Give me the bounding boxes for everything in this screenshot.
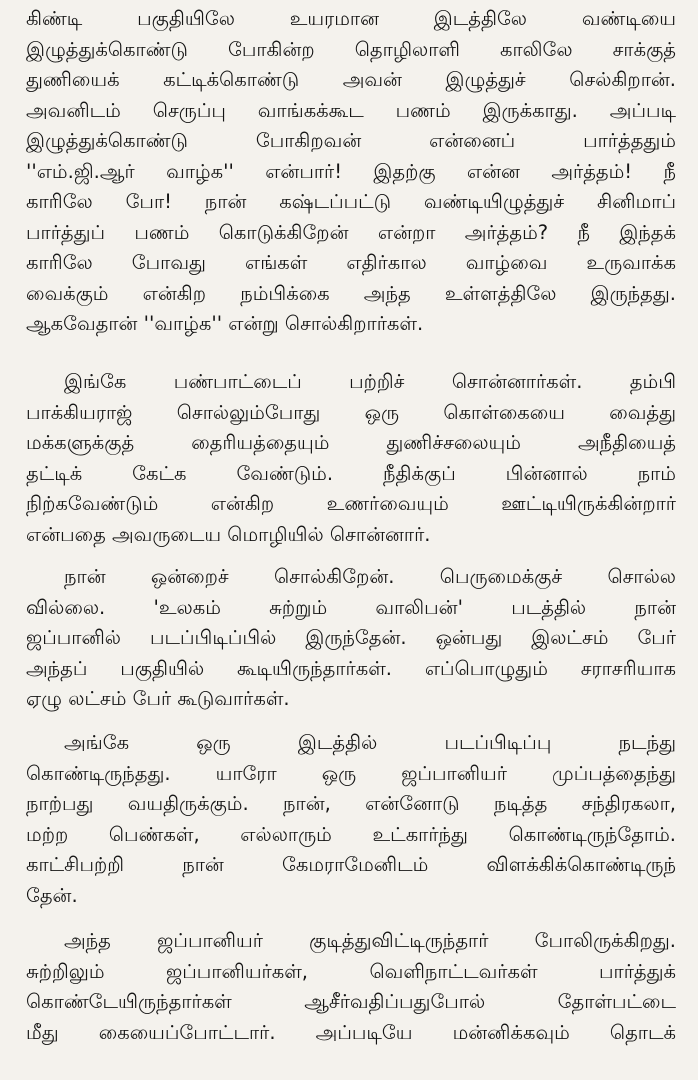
paragraph-3 xyxy=(26,562,676,715)
text-line: ஜப்பானில் படப்பிடிப்பில் இருந்தேன். ஒன்பது இலட்சம் பேர் xyxy=(26,626,676,649)
text-line: வைக்கும் என்கிற நம்பிக்கை அந்த உள்ளத்திலே இருந்தது. xyxy=(26,281,676,305)
text-line: பாக்கியராஜ் சொல்லும்போது ஒரு கொள்கையை வைத்து xyxy=(26,400,676,424)
text-line: காரிலே போ! நான் கஷ்டப்பட்டு வண்டியிழுத்துச் சினிமாப் xyxy=(26,190,676,213)
text-line: காரிலே போவது எங்கள் எதிர்கால வாழ்வை உருவாக்க xyxy=(26,251,676,274)
text-line: அங்கே ஒரு இடத்தில் படப்பிடிப்பு நடந்து xyxy=(64,731,676,754)
text-line: ''எம்.ஜி.ஆர் வாழ்க'' என்பார்! இதற்கு என்ன அர்த்தம்! நீ xyxy=(26,159,676,183)
text-line: இழுத்துக்கொண்டு போகின்ற தொழிலாளி காலிலே சாக்குத் xyxy=(26,37,676,61)
text-line: துணியைக் கட்டிக்கொண்டு அவன் இழுத்துச் செல்கிறான். xyxy=(26,68,676,91)
text-line: கிண்டி பகுதியிலே உயரமான இடத்திலே வண்டியை xyxy=(26,7,676,30)
text-line: வில்லை. 'உலகம் சுற்றும் வாலிபன்' படத்தில் நான் xyxy=(26,595,676,619)
paragraph-4 xyxy=(26,728,676,911)
paragraph-5 xyxy=(26,926,676,1048)
text-line: சுற்றிலும் ஜப்பானியர்கள், வெளிநாட்டவர்கள் பார்த்துக் xyxy=(26,959,676,983)
text-line: மீது கையைப்போட்டார். அப்படியே மன்னிக்கவும் தொடக் xyxy=(26,1020,676,1044)
text-line: நான் ஒன்றைச் சொல்கிறேன். பெருமைக்குச் சொல்ல xyxy=(64,565,676,588)
text-line: அந்தப் பகுதியில் கூடியிருந்தார்கள். எப்பொழுதும் சராசரியாக xyxy=(26,656,676,680)
text-line: ஏழு லட்சம் பேர் கூடுவார்கள். xyxy=(26,687,290,710)
text-line: பார்த்துப் பணம் கொடுக்கிறேன் என்றா அர்த்தம்? நீ இந்தக் xyxy=(26,220,676,244)
text-line: அவனிடம் செருப்பு வாங்கக்கூட பணம் இருக்காது. அப்படி xyxy=(26,98,676,122)
paragraph-2 xyxy=(26,367,676,550)
text-line: மற்ற பெண்கள், எல்லாரும் உட்கார்ந்து கொண்டிருந்தோம். xyxy=(26,822,676,846)
text-line: காட்சிபற்றி நான் கேமராமேனிடம் விளக்கிக்கொண்டிருந் xyxy=(26,853,676,876)
text-line: நாற்பது வயதிருக்கும். நான், என்னோடு நடித்த சந்திரகலா, xyxy=(26,792,676,815)
text-line: இழுத்துக்கொண்டு போகிறவன் என்னைப் பார்த்ததும் xyxy=(26,129,676,152)
text-line: அந்த ஜப்பானியர் குடித்துவிட்டிருந்தார் போலிருக்கிறது. xyxy=(64,929,676,952)
text-line: மக்களுக்குத் தைரியத்தையும் துணிச்சலையும் அநீதியைத் xyxy=(26,431,676,454)
text-line: நிற்கவேண்டும் என்கிற உணர்வையும் ஊட்டியிருக்கின்றார் xyxy=(26,492,676,515)
text-line: என்பதை அவருடைய மொழியில் சொன்னார். xyxy=(26,522,431,546)
text-line: ஆகவேதான் ''வாழ்க'' என்று சொல்கிறார்கள். xyxy=(26,312,424,335)
text-line: தட்டிக் கேட்க வேண்டும். நீதிக்குப் பின்னால் நாம் xyxy=(26,461,676,485)
text-line: கொண்டேயிருந்தார்கள் ஆசீர்வதிப்பதுபோல் தோள்பட்டை xyxy=(26,990,676,1013)
text-line: கொண்டிருந்தது. யாரோ ஒரு ஜப்பானியர் முப்பத்தைந்து xyxy=(26,761,676,785)
text-line: இங்கே பண்பாட்டைப் பற்றிச் சொன்னார்கள். தம்பி xyxy=(64,370,676,393)
paragraph-1 xyxy=(26,4,676,340)
text-line: தேன். xyxy=(26,883,78,907)
